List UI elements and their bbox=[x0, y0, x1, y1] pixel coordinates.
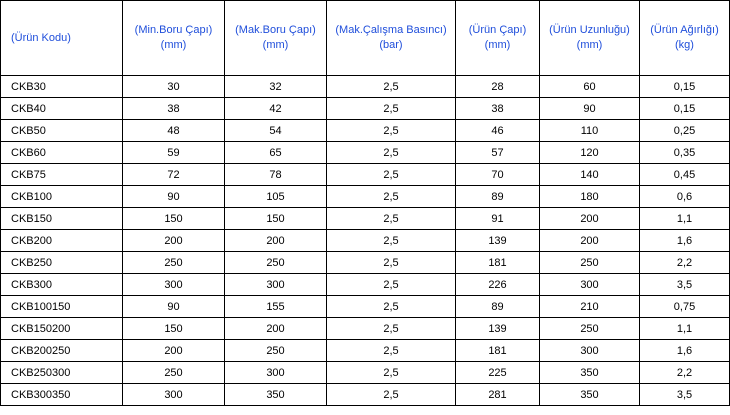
cell-value: 30 bbox=[123, 76, 225, 98]
cell-value: 2,5 bbox=[327, 318, 456, 340]
column-header-max-pipe-diameter bbox=[225, 1, 327, 76]
cell-value: 54 bbox=[225, 120, 327, 142]
table-row bbox=[1, 274, 730, 296]
cell-value: 139 bbox=[456, 230, 540, 252]
cell-value: 200 bbox=[123, 230, 225, 252]
cell-value: 300 bbox=[123, 384, 225, 406]
cell-value: 181 bbox=[456, 252, 540, 274]
cell-value: 200 bbox=[225, 318, 327, 340]
cell-value: 2,5 bbox=[327, 142, 456, 164]
cell-value: 1,1 bbox=[640, 318, 730, 340]
cell-value: 225 bbox=[456, 362, 540, 384]
cell-value: 1,6 bbox=[640, 340, 730, 362]
cell-value: 3,5 bbox=[640, 384, 730, 406]
cell-value: 2,5 bbox=[327, 274, 456, 296]
cell-value: 200 bbox=[225, 230, 327, 252]
cell-value: 200 bbox=[540, 230, 640, 252]
cell-value: 250 bbox=[123, 362, 225, 384]
cell-product-code: CKB100 bbox=[1, 186, 123, 208]
cell-value: 110 bbox=[540, 120, 640, 142]
cell-product-code: CKB300 bbox=[1, 274, 123, 296]
cell-product-code: CKB250 bbox=[1, 252, 123, 274]
cell-value: 150 bbox=[123, 318, 225, 340]
cell-value: 350 bbox=[540, 384, 640, 406]
column-header-min-pipe-diameter-unit: (mm) bbox=[160, 39, 187, 51]
cell-product-code: CKB30 bbox=[1, 76, 123, 98]
cell-product-code: CKB60 bbox=[1, 142, 123, 164]
column-header-product-weight bbox=[640, 1, 730, 76]
cell-value: 2,5 bbox=[327, 208, 456, 230]
cell-value: 38 bbox=[456, 98, 540, 120]
cell-value: 281 bbox=[456, 384, 540, 406]
table-row bbox=[1, 142, 730, 164]
table-row bbox=[1, 384, 730, 406]
cell-product-code: CKB300350 bbox=[1, 384, 123, 406]
cell-value: 150 bbox=[225, 208, 327, 230]
cell-value: 42 bbox=[225, 98, 327, 120]
cell-value: 2,5 bbox=[327, 76, 456, 98]
cell-value: 300 bbox=[123, 274, 225, 296]
cell-value: 65 bbox=[225, 142, 327, 164]
cell-product-code: CKB200250 bbox=[1, 340, 123, 362]
table-row bbox=[1, 340, 730, 362]
cell-product-code: CKB100150 bbox=[1, 296, 123, 318]
cell-value: 32 bbox=[225, 76, 327, 98]
cell-value: 210 bbox=[540, 296, 640, 318]
cell-value: 250 bbox=[225, 252, 327, 274]
cell-value: 2,5 bbox=[327, 340, 456, 362]
cell-value: 90 bbox=[123, 296, 225, 318]
cell-value: 2,5 bbox=[327, 252, 456, 274]
cell-value: 180 bbox=[540, 186, 640, 208]
table-row bbox=[1, 230, 730, 252]
column-header-product-diameter bbox=[456, 1, 540, 76]
cell-value: 0,15 bbox=[640, 98, 730, 120]
table-row bbox=[1, 296, 730, 318]
cell-value: 57 bbox=[456, 142, 540, 164]
table-header-row bbox=[1, 1, 730, 76]
cell-product-code: CKB250300 bbox=[1, 362, 123, 384]
cell-value: 3,5 bbox=[640, 274, 730, 296]
column-header-min-pipe-diameter bbox=[123, 1, 225, 76]
column-header-product-length bbox=[540, 1, 640, 76]
cell-value: 250 bbox=[123, 252, 225, 274]
cell-value: 89 bbox=[456, 296, 540, 318]
cell-value: 200 bbox=[123, 340, 225, 362]
cell-value: 2,5 bbox=[327, 384, 456, 406]
cell-value: 300 bbox=[225, 274, 327, 296]
cell-value: 140 bbox=[540, 164, 640, 186]
column-header-max-pipe-diameter-unit: (mm) bbox=[262, 39, 289, 51]
column-header-min-pipe-diameter-label: (Min.Boru Çapı) bbox=[134, 24, 213, 37]
cell-value: 139 bbox=[456, 318, 540, 340]
cell-value: 46 bbox=[456, 120, 540, 142]
cell-value: 2,5 bbox=[327, 362, 456, 384]
table-body bbox=[1, 76, 730, 406]
column-header-max-working-pressure-unit: (bar) bbox=[379, 39, 403, 51]
table-row bbox=[1, 120, 730, 142]
cell-value: 120 bbox=[540, 142, 640, 164]
cell-value: 38 bbox=[123, 98, 225, 120]
table-row bbox=[1, 186, 730, 208]
cell-value: 226 bbox=[456, 274, 540, 296]
column-header-max-working-pressure-label: (Mak.Çalışma Basıncı) bbox=[335, 24, 447, 37]
table-row bbox=[1, 98, 730, 120]
cell-value: 2,5 bbox=[327, 186, 456, 208]
table-row bbox=[1, 76, 730, 98]
cell-value: 28 bbox=[456, 76, 540, 98]
cell-value: 300 bbox=[540, 274, 640, 296]
cell-value: 60 bbox=[540, 76, 640, 98]
cell-value: 59 bbox=[123, 142, 225, 164]
cell-value: 2,5 bbox=[327, 230, 456, 252]
table-row bbox=[1, 362, 730, 384]
column-header-max-pipe-diameter-label: (Mak.Boru Çapı) bbox=[235, 24, 316, 37]
cell-product-code: CKB200 bbox=[1, 230, 123, 252]
cell-value: 0,6 bbox=[640, 186, 730, 208]
cell-value: 0,35 bbox=[640, 142, 730, 164]
cell-product-code: CKB40 bbox=[1, 98, 123, 120]
cell-product-code: CKB150 bbox=[1, 208, 123, 230]
cell-value: 250 bbox=[540, 252, 640, 274]
column-header-product-diameter-unit: (mm) bbox=[484, 39, 511, 51]
cell-value: 72 bbox=[123, 164, 225, 186]
column-header-product-code-label: (Ürün Kodu) bbox=[11, 31, 71, 44]
cell-value: 350 bbox=[225, 384, 327, 406]
table-header bbox=[1, 1, 730, 76]
table-row bbox=[1, 164, 730, 186]
column-header-product-weight-unit: (kg) bbox=[675, 39, 694, 51]
cell-value: 250 bbox=[540, 318, 640, 340]
cell-value: 78 bbox=[225, 164, 327, 186]
cell-value: 150 bbox=[123, 208, 225, 230]
cell-value: 2,2 bbox=[640, 362, 730, 384]
cell-value: 2,2 bbox=[640, 252, 730, 274]
cell-value: 0,75 bbox=[640, 296, 730, 318]
column-header-product-weight-label: (Ürün Ağırlığı) bbox=[650, 24, 719, 37]
cell-product-code: CKB75 bbox=[1, 164, 123, 186]
cell-value: 48 bbox=[123, 120, 225, 142]
column-header-max-working-pressure bbox=[327, 1, 456, 76]
cell-value: 200 bbox=[540, 208, 640, 230]
cell-value: 181 bbox=[456, 340, 540, 362]
cell-value: 2,5 bbox=[327, 98, 456, 120]
cell-value: 0,45 bbox=[640, 164, 730, 186]
cell-value: 90 bbox=[123, 186, 225, 208]
cell-value: 0,25 bbox=[640, 120, 730, 142]
table-row bbox=[1, 208, 730, 230]
table-row bbox=[1, 252, 730, 274]
column-header-product-length-label: (Ürün Uzunluğu) bbox=[549, 24, 630, 37]
cell-value: 1,1 bbox=[640, 208, 730, 230]
cell-value: 250 bbox=[225, 340, 327, 362]
cell-value: 300 bbox=[540, 340, 640, 362]
column-header-product-length-unit: (mm) bbox=[576, 39, 603, 51]
cell-value: 1,6 bbox=[640, 230, 730, 252]
cell-value: 155 bbox=[225, 296, 327, 318]
cell-value: 70 bbox=[456, 164, 540, 186]
cell-value: 90 bbox=[540, 98, 640, 120]
cell-value: 2,5 bbox=[327, 164, 456, 186]
cell-product-code: CKB50 bbox=[1, 120, 123, 142]
column-header-product-diameter-label: (Ürün Çapı) bbox=[468, 24, 527, 37]
cell-value: 2,5 bbox=[327, 296, 456, 318]
cell-value: 105 bbox=[225, 186, 327, 208]
cell-value: 2,5 bbox=[327, 120, 456, 142]
cell-product-code: CKB150200 bbox=[1, 318, 123, 340]
cell-value: 89 bbox=[456, 186, 540, 208]
cell-value: 91 bbox=[456, 208, 540, 230]
table-row bbox=[1, 318, 730, 340]
column-header-product-code bbox=[1, 1, 123, 76]
cell-value: 350 bbox=[540, 362, 640, 384]
cell-value: 0,15 bbox=[640, 76, 730, 98]
cell-value: 300 bbox=[225, 362, 327, 384]
